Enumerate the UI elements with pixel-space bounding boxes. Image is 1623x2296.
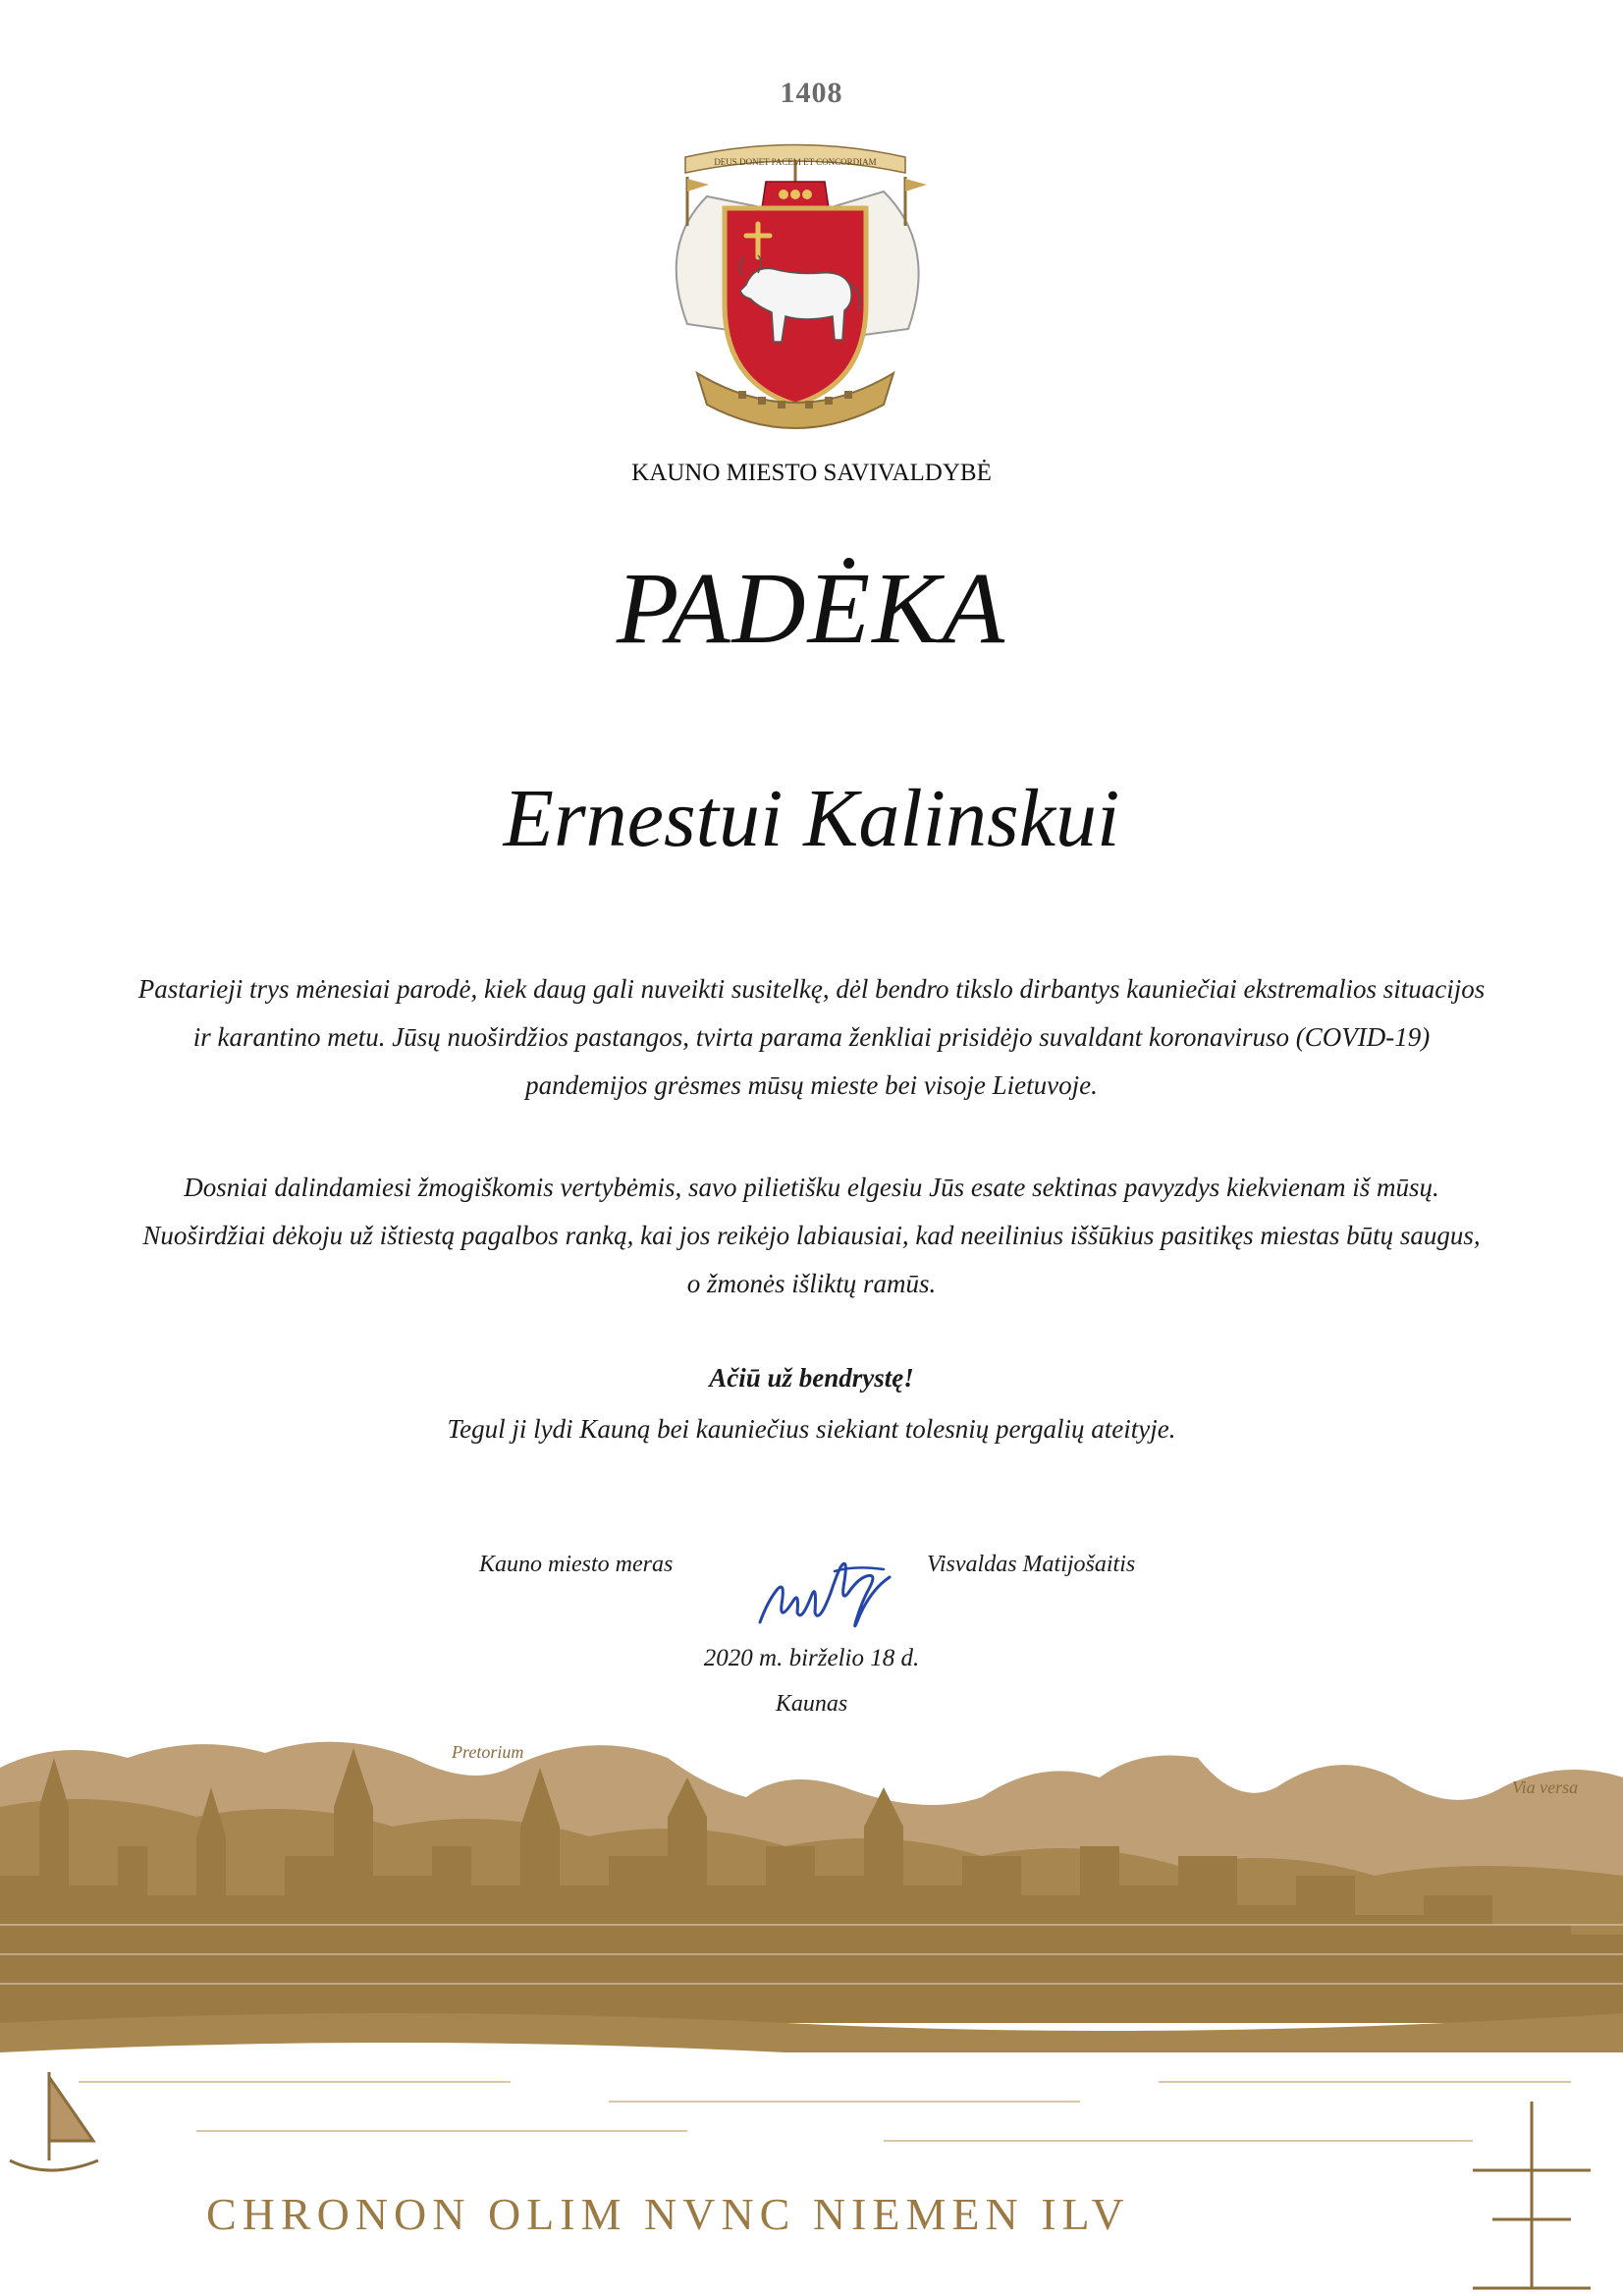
body-paragraph-1: Pastarieji trys mėnesiai parodė, kiek daug gali nuveikti susitelkę, dėl bendro tikslo dirbantys kauniečiai ekstremalios situacijos ir karantino metu. Jūsų nuoširdžios pastangos, tvirta parama ženkliai prisidėjo suvaldant koronaviruso (COVID-19) pandemijos grėsmes mūsų mieste bei visoje Lietuvoje. [137,974,1486,1100]
engraving-label-left: Pretorium [452,1742,524,1762]
year-label: 1408 [780,77,843,109]
wish-line: Tegul ji lydi Kauną bei kauniečius siekiant tolesnių pergalių ateityje. [447,1414,1176,1444]
recipient-name: Ernestui Kalinskui [503,773,1120,864]
document-date: 2020 m. birželio 18 d. [703,1645,920,1671]
handwritten-signature [746,1532,903,1640]
kaunas-engraving-panorama [0,1728,1623,2296]
thanks-line: Ačiū už bendrystę! [709,1363,914,1393]
organization-name: KAUNO MIESTO SAVIVALDYBĖ [631,460,992,486]
engraving-caption: CHRONON OLIM NVNC NIEMEN ILV [206,2189,1130,2239]
crest-motto: DEUS DONET PACEM ET CONCORDIAM [714,157,877,167]
document-place: Kaunas [775,1691,848,1717]
city-coat-of-arms [648,137,943,452]
engraving-label-right: Via versa [1512,1777,1579,1797]
signer-role: Kauno miesto meras [479,1552,674,1577]
document-title: PADĖKA [616,552,1007,665]
signer-name: Visvaldas Matijošaitis [927,1552,1136,1577]
body-paragraph-2: Dosniai dalindamiesi žmogiškomis vertybėmis, savo pilietišku elgesiu Jūs esate sektinas pavyzdys kiekvienam iš mūsų. Nuoširdžiai dėkoju už ištiestą pagalbos ranką, kai jos reikėjo labiausiai, kad neeilinius iššūkius pasitikęs miestas būtų saugus, o žmonės išliktų ramūs. [142,1173,1481,1298]
